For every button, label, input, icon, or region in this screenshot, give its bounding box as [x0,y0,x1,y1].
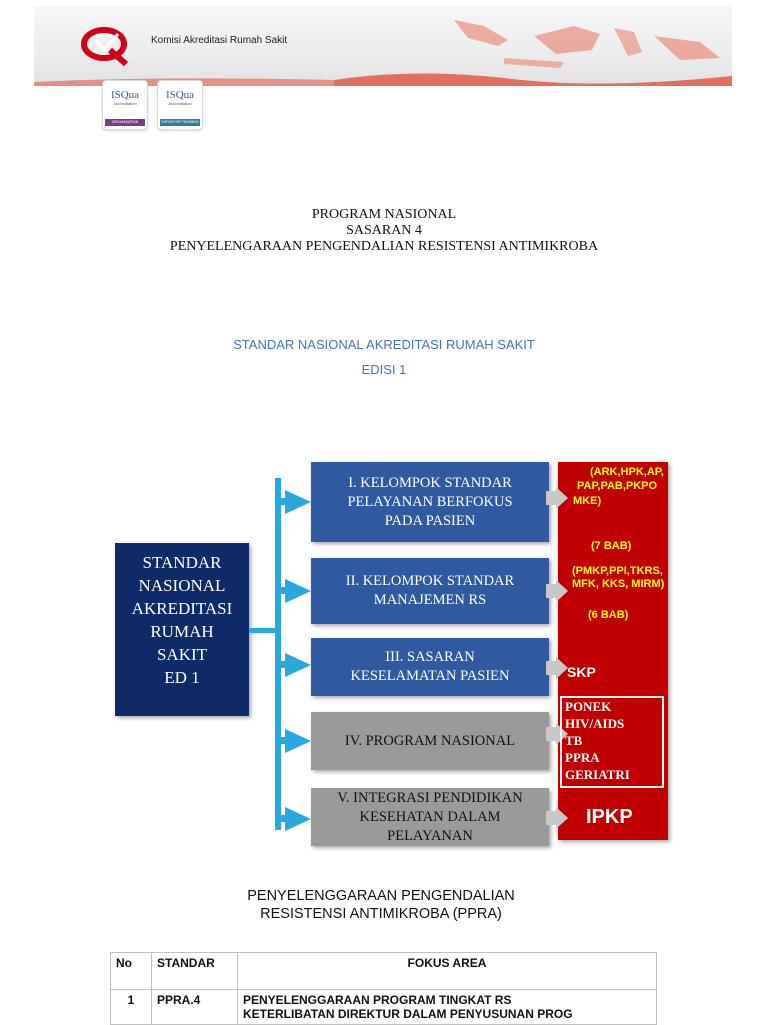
group3-code: SKP [567,664,596,680]
cell-standar: PPRA.4 [152,990,238,1025]
group1-count: (7 BAB) [591,540,632,552]
isqua-badge-organisation [102,80,148,130]
group-line: PADA PASIEN [384,512,476,529]
group-line: I. KELOMPOK STANDAR [348,474,512,491]
program-item: HIV/AIDS [565,716,625,731]
program-item: PONEK [565,699,612,714]
connector-vertical [275,478,281,830]
root-line: RUMAH [150,622,214,641]
grey-arrow-icon [556,580,568,602]
grey-arrow-icon [556,807,568,829]
root-line: STANDAR [142,553,222,572]
program-item: TB [565,733,583,748]
arrow-right-icon [285,579,311,603]
organization-name: Komisi Akreditasi Rumah Sakit [151,35,288,46]
group-box-2 [311,558,549,624]
group2-count: (6 BAB) [588,609,629,621]
badge-bar: ORGANISATION [105,119,145,126]
root-line: ED 1 [164,668,200,687]
fokus-line: KETERLIBATAN DIREKTUR DALAM PENYUSUNAN PROG [243,1007,573,1021]
arrow-right-icon [285,729,311,753]
group1-codes [577,480,657,493]
arrow-right-icon [285,490,311,514]
badge-title: ISQua [110,89,140,101]
ppra-table [110,952,657,1025]
cell-fokus [238,990,657,1025]
code-line: PAP,PAB,PKPO [577,480,658,492]
group-line: V. INTEGRASI PENDIDIKAN [337,789,523,806]
section-title [0,887,762,923]
national-program-list [560,696,664,788]
header-no: No [111,953,152,990]
group-line: II. KELOMPOK STANDAR [345,573,515,589]
group-line: KESELAMATAN PASIEN [350,668,510,684]
badge-title: ISQua [165,89,195,101]
cell-no: 1 [111,990,152,1025]
group-line: IV. PROGRAM NASIONAL [344,732,516,749]
code-line: MKE) [573,495,602,507]
badge-subtitle: Accreditation [168,101,192,106]
arrow-right-icon [285,653,311,677]
badge-bar: SURVEYOR TRAINING PROGRAMME [161,120,199,131]
fokus-line: PENYELENGGARAAN PROGRAM TINGKAT RS [243,993,512,1007]
group-line: MANAJEMEN RS [373,592,487,608]
header-fokus: FOKUS AREA [238,953,657,990]
code-line: (PMKP,PPI,TKRS, [572,565,663,577]
group-box-3 [311,638,549,696]
grey-arrow-stem [546,811,556,825]
group-line: KESEHATAN DALAM [359,808,501,825]
standard-name: STANDAR NASIONAL AKREDITASI RUMAH SAKIT [233,337,535,352]
group-box-4 [311,712,549,770]
code-line: MFK, KKS, MIRM) [572,578,665,590]
program-item: GERIATRI [565,767,630,782]
group-line: III. SASARAN [385,649,475,665]
badge-subtitle: Accreditation [113,101,137,106]
grey-arrow-icon [556,487,568,509]
root-line: NASIONAL [138,576,226,595]
group1-codes [573,495,601,508]
section-title-line: RESISTENSI ANTIMIKROBA (PPRA) [260,906,502,922]
header-banner [34,6,732,86]
group5-code: IPKP [586,806,633,828]
kars-logo-icon [80,22,140,66]
isqua-badge-surveyor [157,80,203,130]
section-title-line: PENYELENGGARAAN PENGENDALIAN [247,888,515,904]
grey-arrow-stem [546,491,556,505]
table-row [111,990,657,1025]
grey-arrow-stem [546,584,556,598]
code-line: (ARK,HPK,AP, [590,466,664,478]
root-standard-box [115,543,249,716]
root-line: SAKIT [156,645,208,664]
arrow-right-icon [285,807,311,831]
grey-arrow-stem [546,661,556,675]
title-line: PROGRAM NASIONAL [311,207,457,222]
title-line: PENYELENGARAAN PENGENDALIAN RESISTENSI ANTIMIKROBA [169,239,599,254]
page-title [0,207,768,255]
group-line: PELAYANAN BERFOKUS [347,493,513,510]
table-header-row [111,953,657,990]
group2-codes [572,565,664,591]
group1-codes [590,466,664,479]
program-item: PPRA [565,750,600,765]
group-line: PELAYANAN [387,827,473,844]
title-line: SASARAN 4 [346,223,422,238]
group-box-1 [311,462,549,542]
root-line: AKREDITASI [131,599,233,618]
header-standar: STANDAR [152,953,238,990]
edition-label: EDISI 1 [361,362,407,377]
group-box-5 [311,788,549,846]
grey-arrow-stem [546,727,556,741]
